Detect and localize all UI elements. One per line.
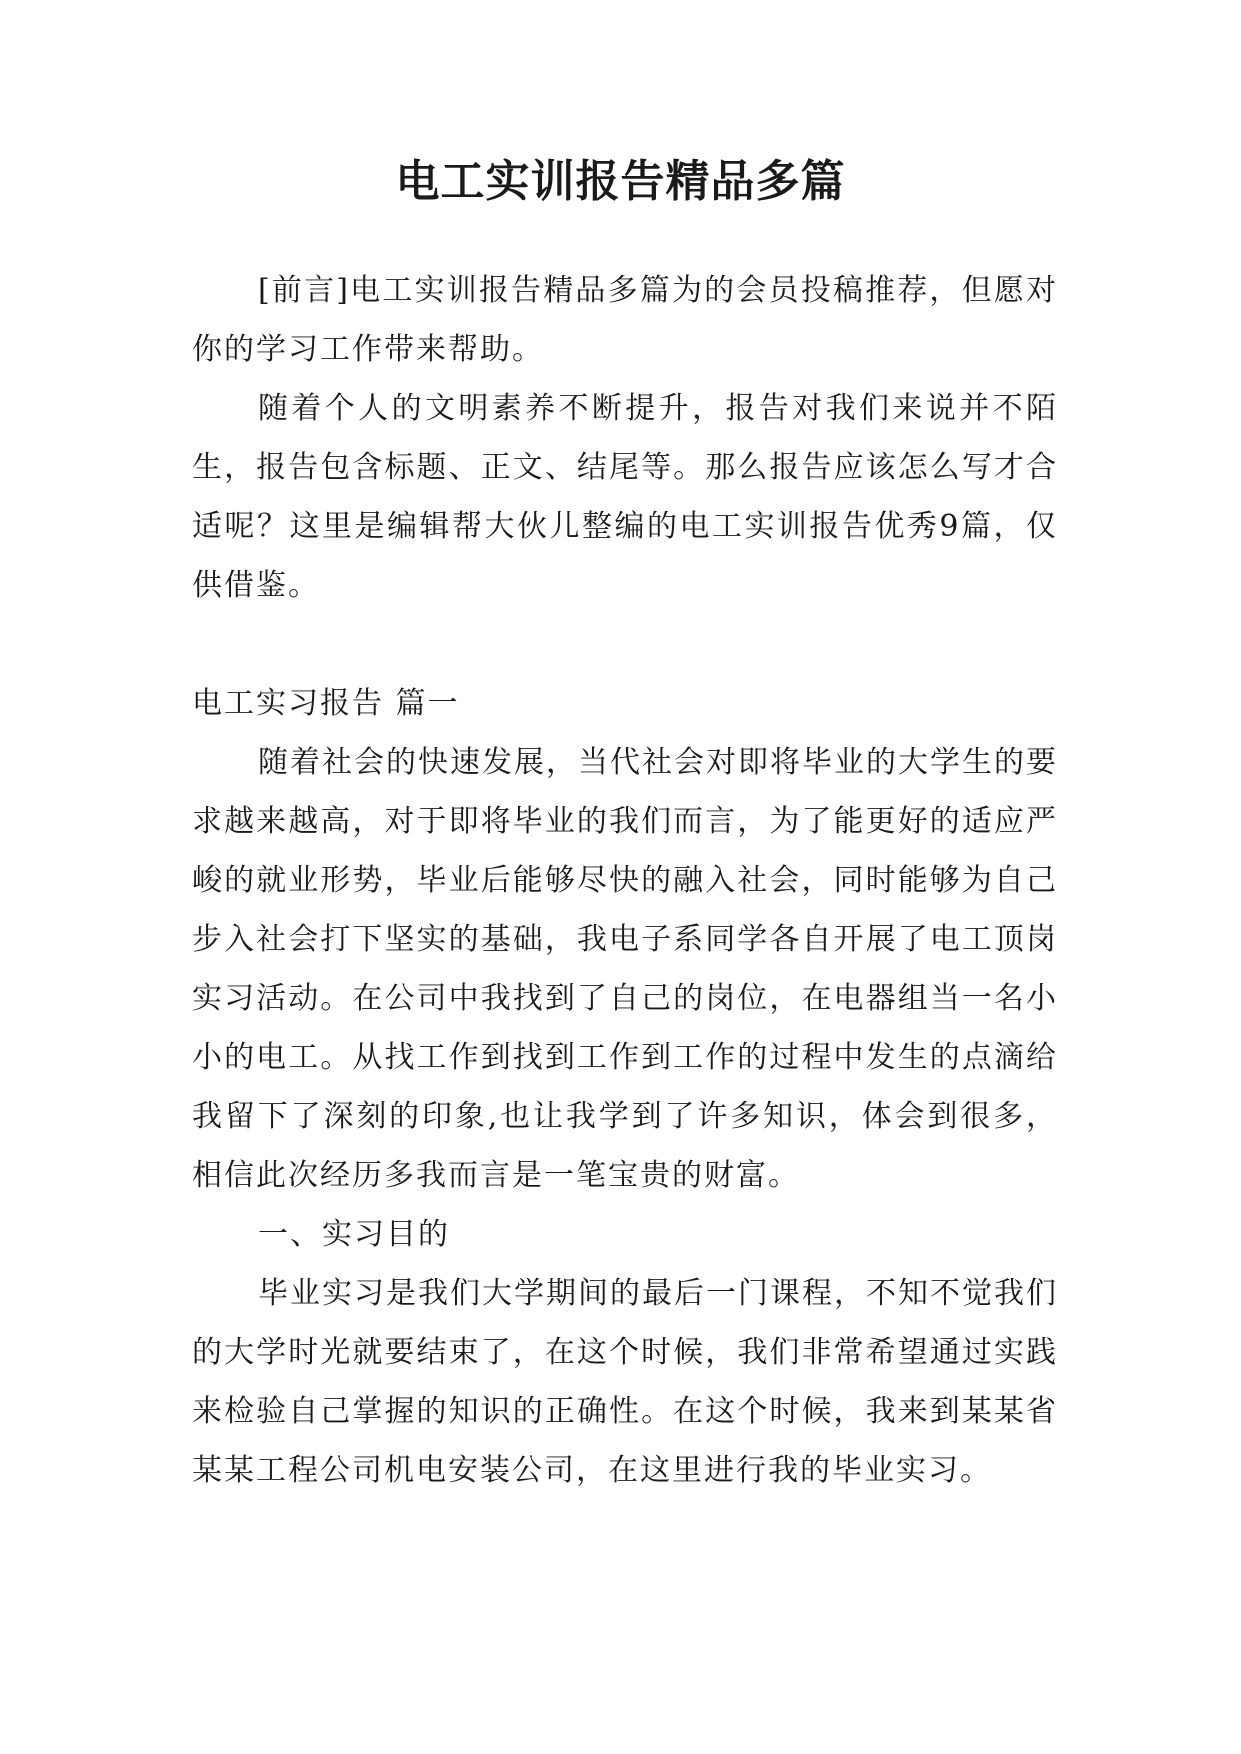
document-body <box>192 261 1058 1500</box>
section-paragraph-1: 随着社会的快速发展，当代社会对即将毕业的大学生的要求越来越高，对于即将毕业的我们而言，为了能更好的适应严峻的就业形势，毕业后能够尽快的融入社会，同时能够为自己步入社会打下坚实的基础，我电子系同学各自开展了电工顶岗实习活动。在公司中我找到了自己的岗位，在电器组当一名小小的电工。从找工作到找到工作到工作的过程中发生的点滴给我留下了深刻的印象,也让我学到了许多知识，体会到很多，相信此次经历多我而言是一笔宝贵的财富。 <box>192 745 1058 1193</box>
intro-paragraph-1: [前言]电工实训报告精品多篇为的会员投稿推荐，但愿对你的学习工作带来帮助。 <box>192 273 1058 367</box>
subsection-heading: 一、实习目的 <box>258 1217 450 1252</box>
document-title: 电工实训报告精品多篇 <box>395 156 846 207</box>
section-paragraph-2: 毕业实习是我们大学期间的最后一门课程，不知不觉我们的大学时光就要结束了，在这个时候，我们非常希望通过实践来检验自己掌握的知识的正确性。在这个时候，我来到某某省某某工程公司机电安装公司，在这里进行我的毕业实习。 <box>192 1276 1058 1488</box>
section-heading: 电工实习报告 篇一 <box>192 686 460 721</box>
section-spacer <box>192 615 1058 674</box>
intro-paragraph-2: 随着个人的文明素养不断提升，报告对我们来说并不陌生，报告包含标题、正文、结尾等。那么报告应该怎么写才合适呢？这里是编辑帮大伙儿整编的电工实训报告优秀9篇，仅供借鉴。 <box>192 391 1058 603</box>
